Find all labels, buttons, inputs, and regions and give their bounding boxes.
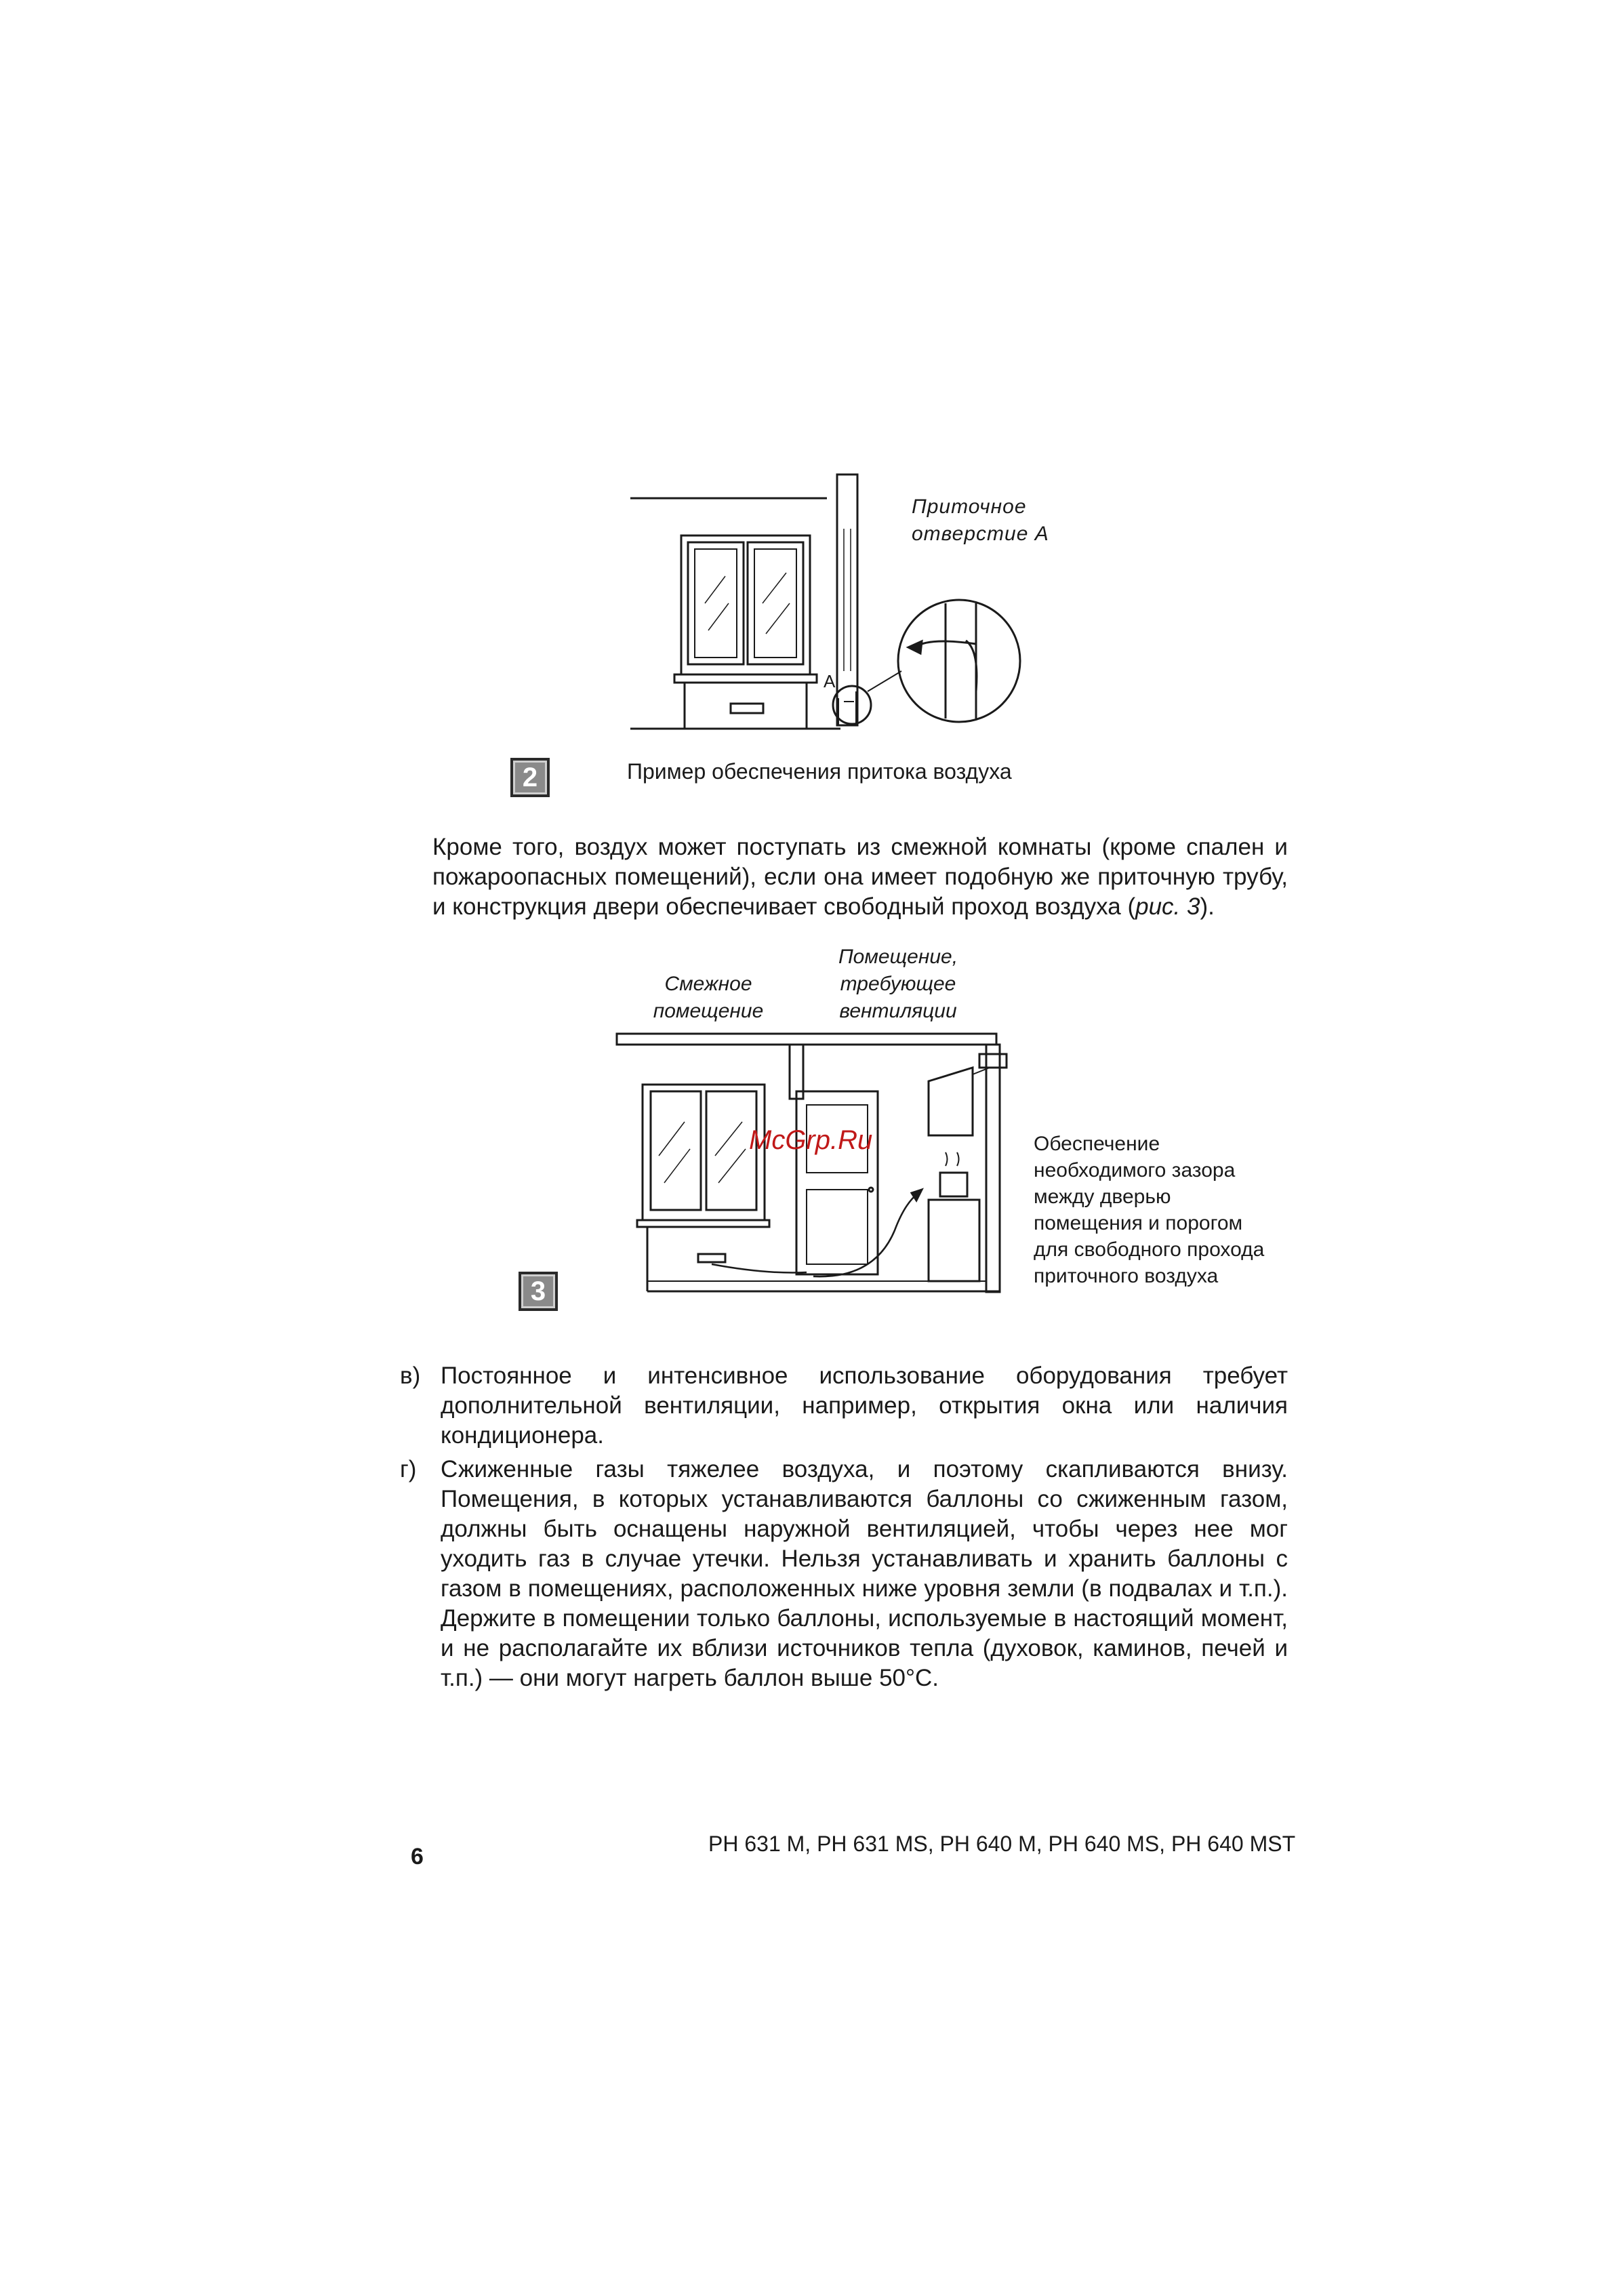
figure-2-caption: Пример обеспечения притока воздуха — [627, 759, 1012, 784]
ceiling-slab — [617, 1034, 996, 1045]
paragraph-intro — [432, 832, 1288, 922]
window-sill — [637, 1220, 769, 1227]
list-item-text: Постоянное и интенсивное использование оборудования требует дополнительной вентиляции, например, открытия окна или наличия кондиционера. — [441, 1362, 1288, 1449]
radiator-grille — [731, 704, 763, 713]
figure-2-point-a-label: А — [824, 671, 836, 691]
door — [796, 1091, 878, 1274]
stove — [929, 1200, 979, 1281]
watermark: McGrp.Ru — [749, 1125, 873, 1155]
air-grille — [698, 1254, 725, 1262]
list-item-text: Сжиженные газы тяжелее воздуха, и поэтому скапливаются внизу. Помещения, в которых устанавливаются баллоны со сжиженным газом, должны быть оснащены наружной вентиляцией, чтобы через нее мог уходить газ в случае утечки. Нельзя устанавливать и хранить баллоны с газом в помещениях, расположенных ниже уровня земли (в подвалах и т.п.). Держите в помещении только баллоны, используемые в настоящий момент, и не располагайте их вблизи источников тепла (духовок, каминов, печей и т.п.) — они могут нагреть баллон выше 50°C. — [441, 1456, 1288, 1691]
list-item — [400, 1455, 1295, 1712]
figure-3-adjacent-room-label: Смежное помещение — [653, 973, 764, 1022]
list-item-marker: в) — [400, 1362, 421, 1389]
range-hood — [929, 1068, 973, 1135]
figure-2-badge: 2 — [510, 758, 550, 797]
right-wall — [986, 1045, 1000, 1292]
paragraph-intro-tail: ). — [1200, 893, 1215, 920]
inlet-detail-circle — [898, 600, 1020, 722]
model-list: PH 631 M, PH 631 MS, PH 640 M, PH 640 MS, PH 640 MST — [708, 1832, 1296, 1856]
figure-3-badge: 3 — [519, 1272, 558, 1311]
figure-3-drawing — [610, 1027, 1017, 1301]
figure-3 — [610, 1027, 1017, 1301]
list-item — [400, 1361, 1295, 1456]
window-sill — [674, 674, 817, 683]
window-frame — [681, 536, 810, 674]
page-number: 6 — [411, 1844, 424, 1870]
figure-3-ventilated-room-label: Помещение, требующее вентиляции — [838, 946, 958, 1022]
figure-3-side-note: Обеспечение необходимого зазора между дверью помещения и порогом для свободного прохода приточного воздуха — [1034, 1133, 1265, 1287]
figure-2-inlet-label: Приточное отверстие А — [912, 496, 1049, 545]
pot — [940, 1173, 967, 1196]
list-item-marker: г) — [400, 1456, 417, 1482]
figure-3-reference: рис. 3 — [1135, 893, 1200, 920]
wall-duct — [837, 474, 857, 725]
roof-duct — [979, 1054, 1007, 1068]
paragraph-intro-text: Кроме того, воздух может поступать из смежной комнаты (кроме спален и пожароопасных помещений), если она имеет подобную же приточную трубу, и конструкция двери обеспечивает свободный проход воздуха ( — [432, 834, 1288, 920]
